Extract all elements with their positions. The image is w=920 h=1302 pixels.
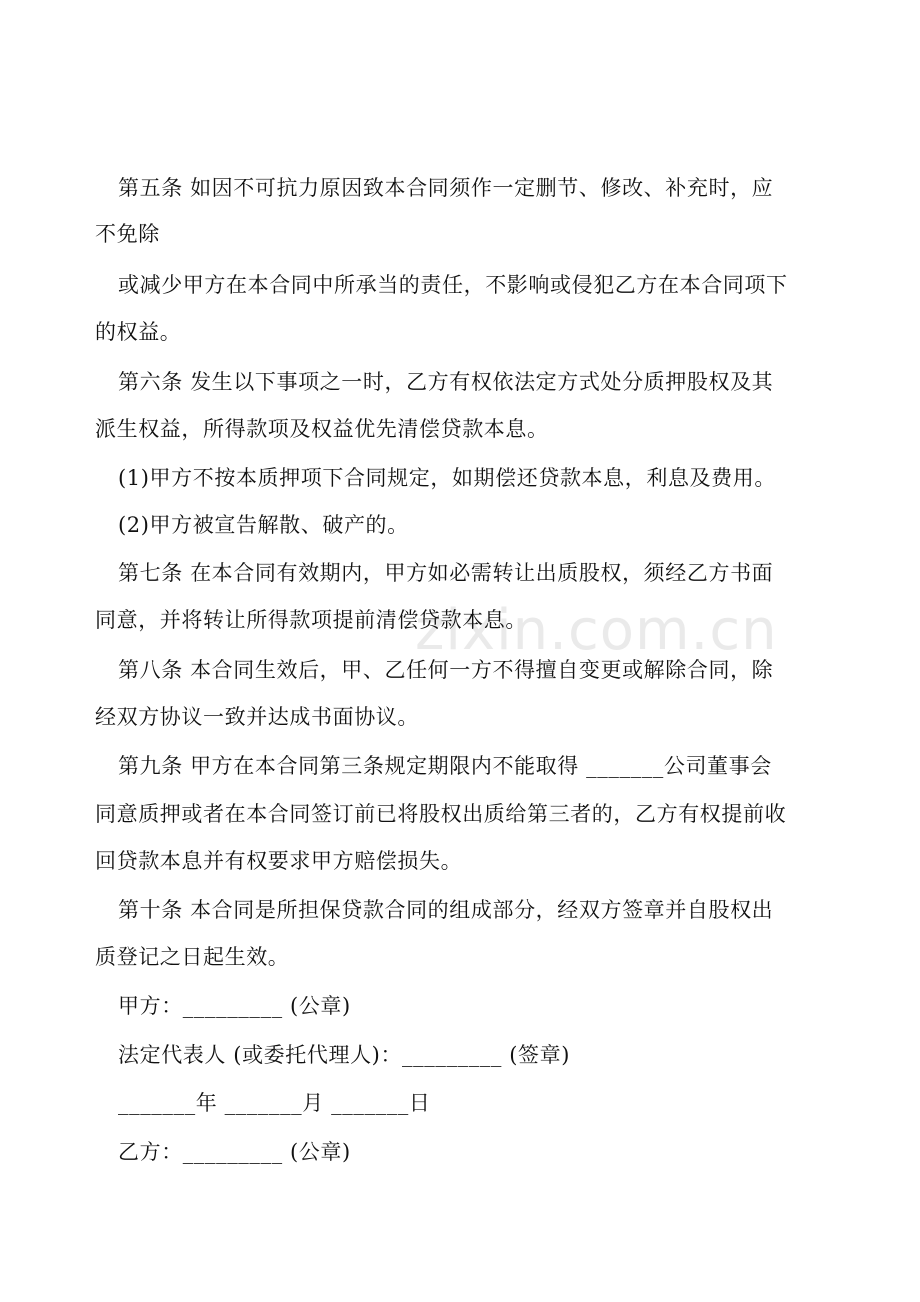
article-6-line-2: 派生权益，所得款项及权益优先清偿贷款本息。 — [95, 417, 549, 441]
article-7-line-2: 同意，并将转让所得款项提前清偿贷款本息。 — [95, 608, 527, 632]
article-6-item-1: (1)甲方不按本质押项下合同规定，如期偿还贷款本息，利息及费用。 — [118, 466, 776, 490]
article-5-line-3: 或减少甲方在本合同中所承当的责任，不影响或侵犯乙方在本合同项下 — [118, 273, 788, 297]
party-a-signature-line: 甲方：_________ (公章) — [118, 994, 351, 1018]
article-8-line-1: 第八条 本合同生效后，甲、乙任何一方不得擅自变更或解除合同，除 — [118, 658, 774, 682]
article-10-line-2: 质登记之日起生效。 — [95, 945, 290, 969]
article-8-line-2: 经双方协议一致并达成书面协议。 — [95, 705, 419, 729]
watermark: zixin.com.cn — [415, 598, 778, 663]
article-7-line-1: 第七条 在本合同有效期内，甲方如必需转让出质股权，须经乙方书面 — [118, 561, 774, 585]
article-5-line-1: 第五条 如因不可抗力原因致本合同须作一定删节、修改、补充时，应 — [118, 176, 774, 200]
party-b-signature-line: 乙方：_________ (公章) — [118, 1140, 351, 1164]
legal-representative-line: 法定代表人 (或委托代理人)：_________ (签章) — [118, 1043, 571, 1067]
article-5-line-2: 不免除 — [95, 222, 160, 246]
article-5-line-4: 的权益。 — [95, 320, 182, 344]
article-10-line-1: 第十条 本合同是所担保贷款合同的组成部分，经双方签章并自股权出 — [118, 898, 774, 922]
article-9-line-2: 同意质押或者在本合同签订前已将股权出质给第三者的，乙方有权提前收 — [95, 802, 787, 826]
date-line: _______年 _______月 _______日 — [118, 1091, 431, 1115]
article-6-item-2: (2)甲方被宣告解散、破产的。 — [118, 513, 409, 537]
article-9-line-3: 回贷款本息并有权要求甲方赔偿损失。 — [95, 849, 463, 873]
article-9-line-1: 第九条 甲方在本合同第三条规定期限内不能取得 _______公司董事会 — [118, 754, 772, 778]
article-6-line-1: 第六条 发生以下事项之一时，乙方有权依法定方式处分质押股权及其 — [118, 370, 774, 394]
